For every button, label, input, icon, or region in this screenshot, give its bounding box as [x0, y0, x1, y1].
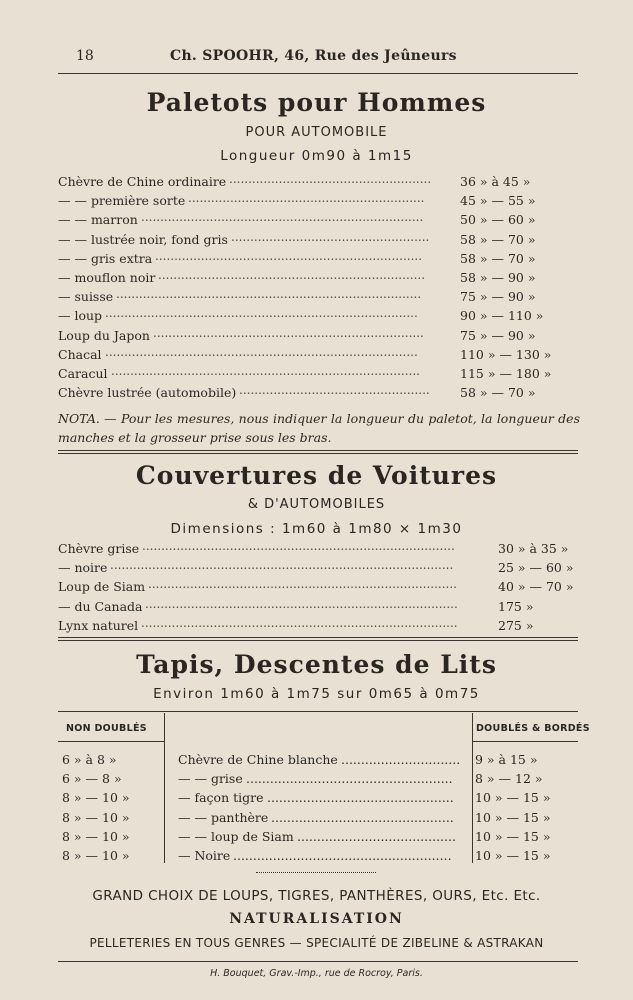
leader-dots: ......................................................................	[158, 268, 426, 282]
non-double-price: 8 » — 10 »	[62, 848, 130, 863]
item-price: 50 » — 60 »	[460, 212, 536, 228]
table-row	[58, 752, 588, 770]
item-label: — suisse	[58, 289, 114, 305]
item-label: — du Canada	[58, 598, 143, 614]
leader-dots: .................................................................................	[111, 364, 420, 378]
price-row	[58, 308, 588, 326]
item-label: — — première sorte	[58, 193, 186, 209]
price-row	[58, 174, 588, 192]
pelleteries-line: PELLETERIES EN TOUS GENRES — SPECIALITÉ DE ZIBELINE & ASTRAKAN	[89, 936, 544, 950]
item-label: — — panthère	[178, 809, 269, 825]
couvertures-dimensions: Dimensions : 1m60 à 1m80 × 1m30	[170, 521, 463, 537]
price-row	[58, 560, 588, 578]
item-label: Chèvre de Chine ordinaire	[58, 174, 227, 189]
section-divider	[58, 637, 578, 641]
grand-choix-line: GRAND CHOIX DE LOUPS, TIGRES, PANTHÈRES, OURS, Etc. Etc.	[92, 888, 541, 904]
leader-dots: ..........................................................................	[141, 210, 424, 225]
price-row	[58, 325, 588, 346]
tapis-dimensions: Environ 1m60 à 1m75 sur 0m65 à 0m75	[153, 686, 480, 702]
double-borde-price: 10 » — 15 »	[475, 848, 551, 863]
right-col-rule	[472, 741, 578, 742]
tapis-top-rule	[58, 711, 578, 712]
table-row	[58, 790, 588, 808]
item-label: Chèvre lustrée (automobile)	[58, 385, 237, 401]
item-price: 58 » — 70 »	[460, 385, 536, 401]
item-price: 90 » — 110 »	[460, 308, 544, 324]
paletots-length: Longueur 0m90 à 1m15	[220, 148, 413, 164]
leader-dots: ..................................................................................	[142, 539, 455, 553]
leader-dots: ..................................................................................	[105, 344, 418, 359]
leader-dots: ..................................................................................	[105, 306, 418, 321]
price-row	[58, 193, 588, 211]
price-row	[58, 270, 588, 288]
double-borde-price: 8 » — 12 »	[475, 771, 543, 787]
item-label: — — grise	[178, 771, 243, 787]
item-label: — noire	[58, 560, 108, 576]
item-label: Loup du Japon	[58, 327, 150, 343]
section-divider	[58, 450, 578, 454]
leader-dots: ......................................................................	[155, 248, 423, 263]
item-price: 45 » — 55 »	[460, 193, 536, 209]
item-label: Chèvre grise	[58, 541, 140, 556]
price-row	[58, 289, 588, 307]
item-label: Caracul	[58, 366, 108, 381]
price-row	[58, 229, 588, 250]
col-non-doubles: NON DOUBLÉS	[66, 723, 147, 734]
item-price: 25 » — 60 »	[498, 560, 574, 576]
item-price: 110 » — 130 »	[460, 346, 552, 362]
tapis-title: Tapis, Descentes de Lits	[136, 650, 497, 679]
leader-dots: ..............................................................	[188, 191, 425, 206]
item-label: — loup	[58, 308, 103, 324]
leader-dots: ................................................................................	[116, 287, 422, 302]
price-row	[58, 248, 588, 269]
double-borde-price: 10 » — 15 »	[475, 828, 551, 844]
ornament-rule	[256, 872, 376, 873]
item-label: — mouflon noir	[58, 270, 156, 285]
naturalisation-heading: NATURALISATION	[229, 911, 404, 927]
non-double-price: 6 » — 8 »	[62, 771, 122, 787]
item-price: 175 »	[498, 598, 534, 614]
non-double-price: 8 » — 10 »	[62, 828, 130, 844]
leader-dots: ...............................................	[267, 790, 454, 806]
paletots-subtitle: POUR AUTOMOBILE	[245, 125, 388, 140]
left-col-rule	[58, 741, 164, 742]
leader-dots: ..................................................................................	[145, 596, 458, 611]
item-price: 40 » — 70 »	[498, 579, 574, 595]
couvertures-title: Couvertures de Voitures	[135, 461, 498, 490]
item-label: Chacal	[58, 346, 102, 362]
item-price: 58 » — 70 »	[460, 250, 536, 266]
item-label: — Noire	[178, 848, 231, 863]
printer-credit: H. Bouquet, Grav.-Imp., rue de Rocroy, Paris.	[210, 968, 423, 979]
price-row	[58, 596, 588, 617]
price-row	[58, 541, 588, 559]
item-label: Lynx naturel	[58, 617, 139, 633]
item-price: 36 » à 45 »	[460, 174, 531, 189]
leader-dots: .......................................................	[233, 848, 452, 863]
item-label: — — lustrée noir, fond gris	[58, 231, 228, 247]
table-row	[58, 810, 588, 828]
item-label: — — gris extra	[58, 250, 153, 266]
leader-dots: .....................................................	[229, 172, 432, 186]
table-row	[58, 771, 588, 789]
item-price: 58 » — 90 »	[460, 270, 536, 285]
price-row	[58, 366, 588, 384]
leader-dots: ..................................................	[239, 383, 430, 398]
page-number: 18	[76, 48, 94, 64]
double-borde-price: 9 » à 15 »	[475, 752, 538, 767]
leader-dots: ....................................................	[231, 229, 430, 244]
item-label: — façon tigre	[178, 790, 264, 806]
item-label: — — loup de Siam	[178, 828, 294, 844]
leader-dots: ..............................	[341, 752, 461, 767]
item-price: 75 » — 90 »	[460, 289, 536, 305]
item-price: 275 »	[498, 617, 534, 633]
footer-rule	[58, 961, 578, 962]
paletots-nota: NOTA. — Pour les mesures, nous indiquer la longueur du paletot, la longueur des manches et la grosseur prise sous les bras.	[58, 411, 580, 445]
non-double-price: 8 » — 10 »	[62, 809, 130, 825]
leader-dots: ........................................	[297, 828, 456, 844]
paletots-title: Paletots pour Hommes	[146, 88, 487, 117]
price-row	[58, 385, 588, 403]
col-doubles-bordes: DOUBLÉS & BORDÉS	[476, 723, 590, 734]
leader-dots: ..............................................	[271, 809, 454, 825]
item-label: — — marron	[58, 212, 138, 228]
leader-dots: .................................................................................	[148, 577, 457, 592]
table-row	[58, 829, 588, 847]
header-title: Ch. SPOOHR, 46, Rue des Jeûneurs	[170, 48, 457, 64]
item-price: 75 » — 90 »	[460, 327, 536, 343]
non-double-price: 8 » — 10 »	[62, 790, 130, 806]
price-row	[58, 212, 588, 230]
item-label: Chèvre de Chine blanche	[178, 752, 338, 767]
double-borde-price: 10 » — 15 »	[475, 809, 551, 825]
table-row	[58, 848, 588, 866]
item-price: 58 » — 70 »	[460, 231, 536, 247]
item-price: 115 » — 180 »	[460, 366, 552, 381]
item-price: 30 » à 35 »	[498, 541, 569, 556]
leader-dots: ....................................................	[246, 771, 453, 787]
leader-dots: .......................................................................	[153, 325, 424, 340]
couvertures-subtitle: & D'AUTOMOBILES	[247, 497, 386, 512]
price-row	[58, 344, 588, 365]
price-row	[58, 615, 588, 636]
double-borde-price: 10 » — 15 »	[475, 790, 551, 806]
leader-dots: ...................................................................................	[141, 615, 458, 630]
price-row	[58, 579, 588, 597]
non-double-price: 6 » à 8 »	[62, 752, 117, 767]
leader-dots: ..........................................................................................	[110, 558, 454, 573]
item-label: Loup de Siam	[58, 579, 146, 595]
header-rule	[58, 73, 578, 74]
page-header	[58, 48, 578, 68]
